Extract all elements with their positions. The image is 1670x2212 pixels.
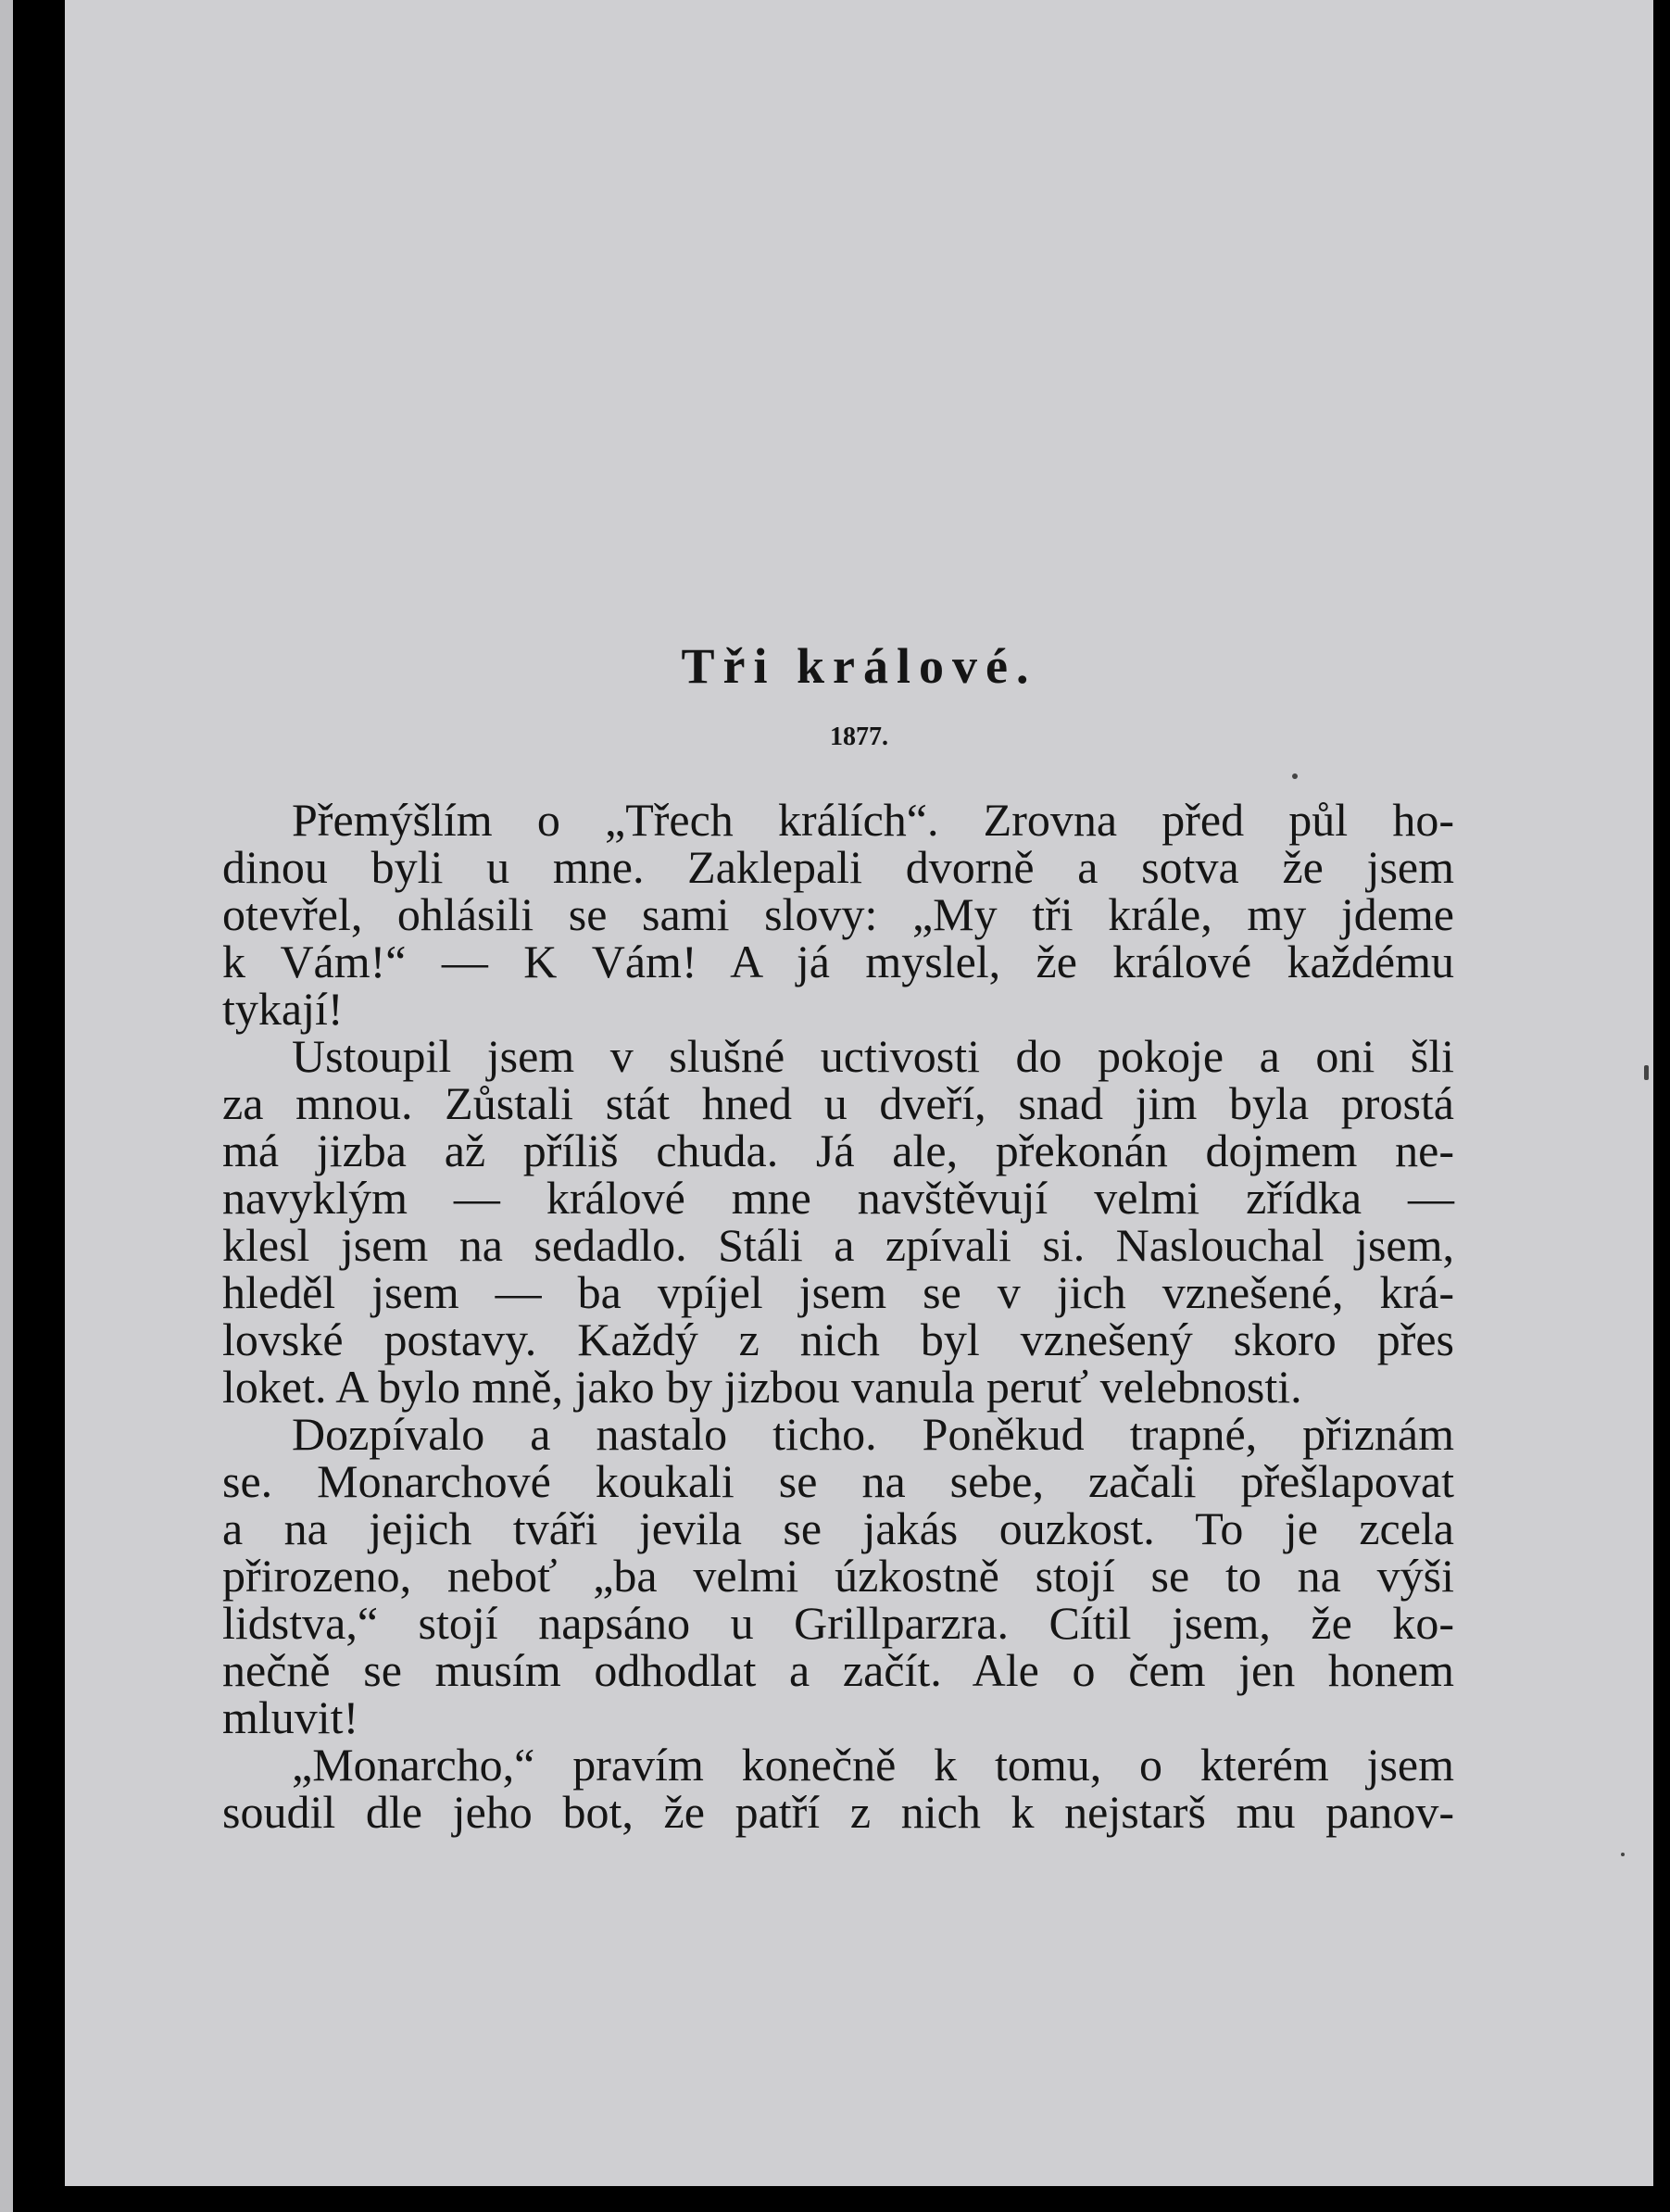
chapter-year: 1877. <box>830 723 888 751</box>
print-speck <box>1644 1065 1649 1080</box>
text-line: hleděl jsem — ba vpíjel jsem se v jich vznešené, krá- <box>222 1266 1454 1318</box>
text-line: se. Monarchové koukali se na sebe, začali přešlapovat <box>222 1455 1454 1507</box>
text-line: Dozpívalo a nastalo ticho. Poněkud trapné, přiznám <box>292 1408 1454 1460</box>
text-line: nečně se musím odhodlat a začít. Ale o čem jen honem <box>222 1644 1454 1696</box>
text-line: přirozeno, neboť „ba velmi úzkostně stojí se to na výši <box>222 1550 1454 1602</box>
text-line: k Vám!“ — K Vám! A já myslel, že králové každému <box>222 936 1454 987</box>
text-line: tykají! <box>222 983 344 1035</box>
text-line: a na jejich tváři jevila se jakás ouzkost. To je zcela <box>222 1502 1454 1554</box>
text-line: Přemýšlím o „Třech králích“. Zrovna před půl ho- <box>292 794 1454 846</box>
text-line: má jizba až příliš chuda. Já ale, překonán dojmem ne- <box>222 1125 1454 1176</box>
text-line: loket. A bylo mně, jako by jizbou vanula peruť velebnosti. <box>222 1361 1302 1413</box>
text-line: lidstva,“ stojí napsáno u Grillparzra. Cítil jsem, že ko- <box>222 1597 1454 1649</box>
text-line: lovské postavy. Každý z nich byl vznešený skoro přes <box>222 1313 1454 1365</box>
text-line: mluvit! <box>222 1691 359 1743</box>
text-line: klesl jsem na sedadlo. Stáli a zpívali si. Naslouchal jsem, <box>222 1219 1454 1271</box>
text-line: navyklým — králové mne navštěvují velmi zřídka — <box>222 1172 1454 1224</box>
chapter-title: Tři králové. <box>681 638 1037 694</box>
page-edge-left <box>0 0 13 2212</box>
body-text <box>222 794 1454 1838</box>
text-line: otevřel, ohlásili se sami slovy: „My tři krále, my jdeme <box>222 888 1454 940</box>
text-line: soudil dle jeho bot, že patří z nich k nejstarš mu panov- <box>222 1786 1454 1838</box>
text-line: Ustoupil jsem v slušné uctivosti do pokoje a oni šli <box>292 1030 1454 1082</box>
text-line: za mnou. Zůstali stát hned u dveří, snad jim byla prostá <box>222 1077 1454 1129</box>
print-speck <box>1621 1853 1625 1856</box>
text-line: „Monarcho,“ pravím konečně k tomu, o kterém jsem <box>292 1739 1454 1791</box>
print-speck <box>1292 773 1298 779</box>
book-page <box>65 0 1653 2186</box>
text-line: dinou byli u mne. Zaklepali dvorně a sotva že jsem <box>222 841 1454 893</box>
